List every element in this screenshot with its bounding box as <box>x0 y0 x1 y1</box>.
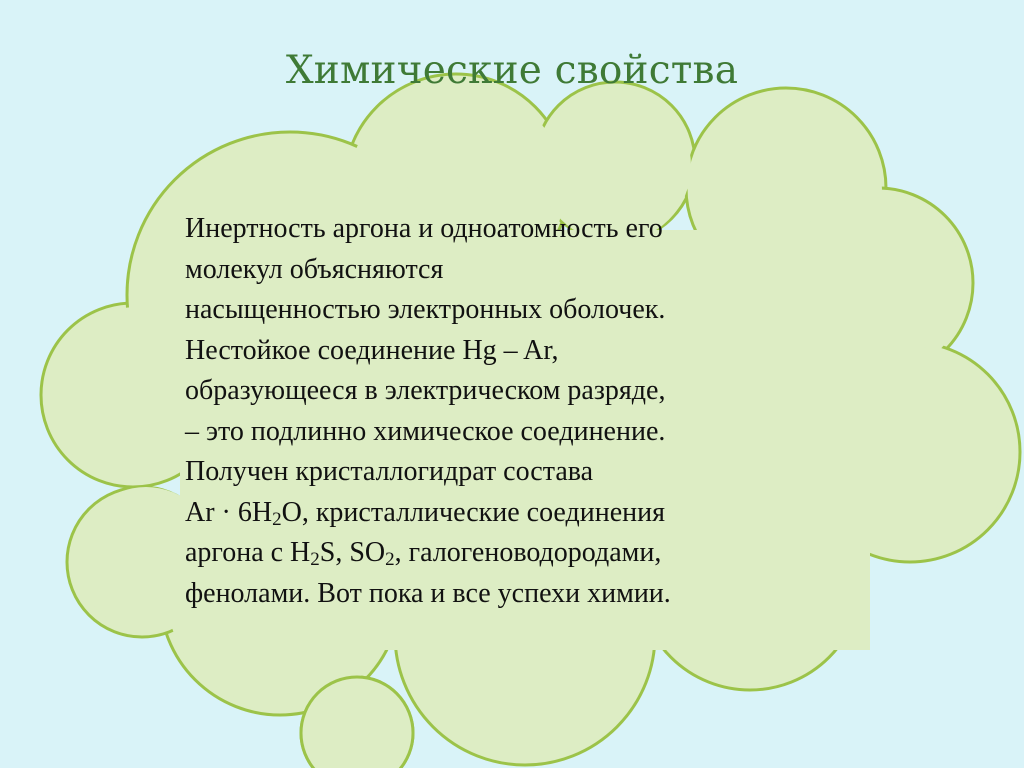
formula-part: , галогеноводородами, <box>394 537 662 568</box>
text-line-formula-ar-hydrate <box>185 493 805 534</box>
formula-part: O, кристаллические соединения <box>281 496 665 528</box>
formula-part: S, SO <box>319 537 386 568</box>
formula-part: Ar · 6H <box>185 496 273 528</box>
text-line: образующееся в электрическом разряде, <box>185 375 666 406</box>
text-line: Получен кристаллогидрат состава <box>185 456 594 487</box>
text-line: насыщенностью электронных оболочек. <box>185 294 666 325</box>
text-line: Инертность аргона и одноатомность его <box>185 213 663 244</box>
subscript: 2 <box>310 549 320 570</box>
text-line: молекул объясняются <box>185 253 444 285</box>
text-line: фенолами. Вот пока и все успехи химии. <box>185 577 671 609</box>
text-line-formula-compounds <box>185 533 805 574</box>
text-line: Нестойкое соединение Hg – Ar, <box>185 334 559 366</box>
subscript: 2 <box>385 549 395 570</box>
slide-title: Химические свойства <box>285 48 739 93</box>
text-line: – это подлинно химическое соединение. <box>185 415 666 447</box>
formula-part: аргона с H <box>185 537 311 568</box>
subscript: 2 <box>272 508 282 530</box>
body-text <box>185 209 805 614</box>
